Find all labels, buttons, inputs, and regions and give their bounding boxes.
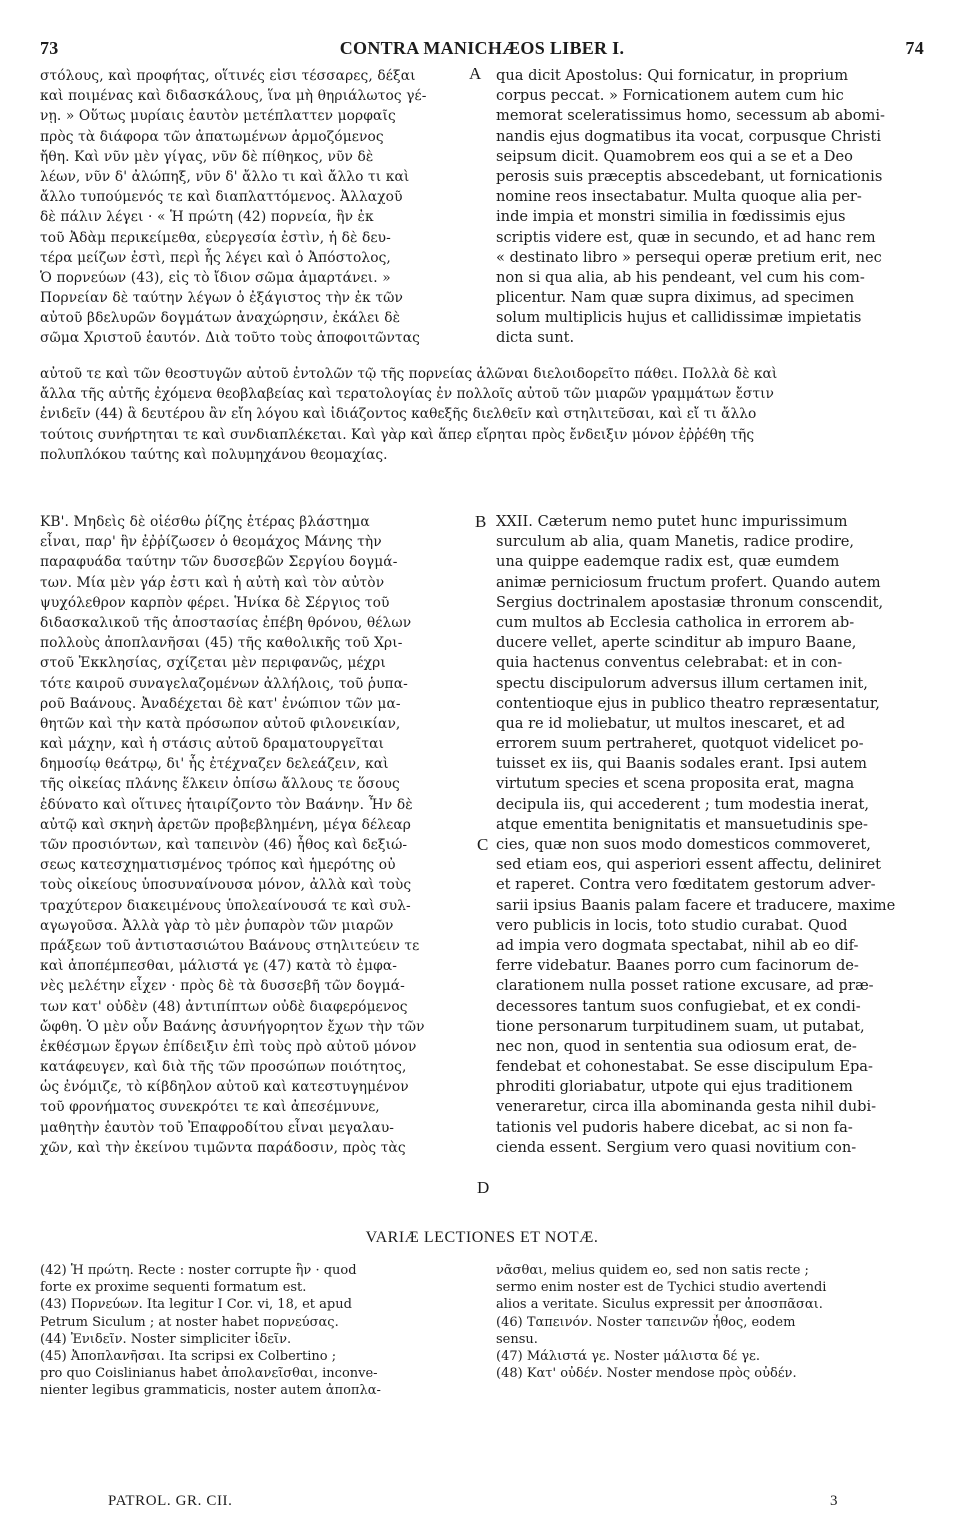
latin-line: clarationem nulla posset ratione excusare, ad præ- (496, 977, 874, 995)
note-line: pro quo Coislinianus habet ἀπολανεῖσθαι, inconve- (40, 1366, 378, 1382)
latin-line: nomine reos insectabatur. Multa quoque alia per- (496, 188, 862, 206)
latin-line: perosis suis præceptis abscedebant, ut fornicationis (496, 167, 883, 185)
latin-line: « destinato libro » persequi operæ pretium erit, nec (496, 248, 882, 266)
greek-line: διδασκαλικοῦ τῆς ἀποστασίας ἐπέβη θρόνου, θέλων (40, 614, 412, 631)
greek-line: λέων, νῦν δ' ἀλώπηξ, νῦν δ' ἄλλο τι καὶ ἄλλο τι καὶ (40, 168, 410, 185)
latin-line: animæ perniciosum fructum profert. Quando autem (496, 573, 881, 591)
latin-line: XXII. Cæterum nemo putet hunc impurissimum (496, 513, 848, 530)
latin-line: atque ementita benignitatis et mansuetudinis spe- (496, 815, 868, 833)
greek-line: Πορνείαν δὲ ταύτην λέγων ὁ ἐξάγιστος τὴν ἐκ τῶν (40, 290, 403, 307)
greek-line: τῶν προσιόντων, καὶ ταπεινὸν (46) ἦθος καὶ δεξιώ- (40, 837, 408, 853)
latin-line: seipsum dicit. Quamobrem eos qui a se et a Deo (496, 147, 853, 165)
latin-line: scriptis videre est, quæ in secundo, et ad hanc rem (496, 228, 876, 246)
note-line: (46) Ταπεινόν. Noster ταπεινῶν ἦθος, eodem (496, 1314, 796, 1330)
greek-line: ἐνιδεῖν (44) ἃ δευτέρου ἂν εἴη λόγου καὶ ἰδιάζοντος καθεξῆς διελθεῖν καὶ στηλιτεῦσαι, καὶ εἴ τι ἄλλο (40, 406, 757, 423)
greek-line: των. Μία μὲν γάρ ἐστι καὶ ἡ αὐτὴ καὶ τὸν αὐτὸν (40, 574, 385, 591)
greek-line: ψυχόλεθρον καρπὸν φέρει. Ἡνίκα δὲ Σέργιος τοῦ (40, 594, 390, 611)
greek-line: αγωγοῦσα. Ἀλλὰ γὰρ τὸ μὲν ῥυπαρὸν τῶν μιαρῶν (40, 917, 394, 934)
latin-line: sed etiam eos, qui asperiori essent affectu, deliniret (496, 856, 882, 874)
greek-line: εἶναι, παρ' ἣν ἐῤῥίζωσεν ὁ θεομάχος Μάνης τὴν (40, 534, 382, 551)
greek-line: δὲ πάλιν λέγει · « Ἡ πρώτη (42) πορνεία, ἣν ἐκ (40, 209, 374, 226)
latin-line: sarii ipsius Baanis palam facere et traducere, maxime (496, 896, 896, 914)
latin-line: spectu discipulorum adversus illum certamen init, (496, 674, 868, 692)
latin-line: et raperet. Contra vero fœditatem gestorum adver- (496, 876, 876, 894)
greek-line: στοῦ Ἐκκλησίας, σχίζεται μὲν περιφανῶς, μέχρι (40, 655, 386, 672)
footer-source: PATROL. GR. CII. (108, 1493, 233, 1509)
latin-line: inde impia et monstri similia in fœdissimis ejus (496, 208, 846, 226)
latin-line: ferre videbatur. Baanes porro cum facinorum de- (496, 957, 859, 975)
margin-marker-a: A (469, 64, 482, 83)
greek-line: κατάφευγεν, καὶ διὰ τῆς τῶν προσώπων ποιότητος, (40, 1059, 407, 1076)
greek-line: πράξεων τοῦ ἀντιστασιώτου Βαάνους στηλιτεύειν τε (40, 937, 420, 954)
greek-line: Ὁ πορνεύων (43), εἰς τὸ ἴδιον σῶμα ἁμαρτάνει. » (40, 269, 391, 286)
latin-line: tuisset ex iis, qui Baanis sodales erant. Ipsi autem (496, 755, 867, 773)
latin-line: memorat sceleratissimus homo, secessum ab abomi- (496, 107, 885, 125)
note-line: nienter legibus grammaticis, noster autem ἀποπλα- (40, 1383, 381, 1399)
greek-line: τέρα μείζων ἐστὶ, περὶ ἧς λέγει καὶ ὁ Ἀπόστολος, (40, 249, 391, 266)
latin-line: tationis vel pudoris habere dicebat, ac si non fa- (496, 1118, 853, 1136)
greek-line: τραχύτερον διακειμένους ὑπολεαίνουσά τε καὶ συλ- (40, 897, 411, 914)
latin-column-top (496, 66, 926, 349)
greek-line: ἐδύνατο καὶ οἵτινες ἡταιρίζοντο τὸν Βαάνην. Ἦν δὲ (40, 796, 413, 813)
page-number-right: 74 (905, 38, 924, 58)
latin-line: vero publicis in locis, toto studio curabat. Quod (496, 916, 848, 934)
note-line: sensu. (496, 1331, 538, 1347)
footer-signature: 3 (830, 1493, 839, 1509)
greek-line: τῆς οἰκείας πλάνης ἕλκειν ὀπίσω ἄλλους τε ὅσους (40, 776, 400, 793)
latin-line: qua re id moliebatur, ut multos inescaret, et ad (496, 714, 846, 732)
latin-line: contentioque ejus in publico theatro repræsentatur, (496, 694, 880, 712)
notes-left-column (40, 1262, 472, 1400)
greek-line: χῶν, καὶ τὴν ἐκείνου τιμῶντα παράδοσιν, πρὸς τὰς (40, 1139, 406, 1156)
margin-marker-c: C (477, 835, 489, 854)
note-line: sermo enim noster est de Tychici studio avertendi (496, 1280, 827, 1296)
latin-line: corpus peccat. » Fornicationem autem cum hic (496, 87, 844, 105)
note-line: (44) Ἐνιδεῖν. Noster simpliciter ἰδεῖν. (40, 1331, 292, 1347)
note-line: forte ex proxime sequenti formatum est. (40, 1280, 307, 1296)
latin-line: tione personarum turpitudinem suam, ut putabat, (496, 1017, 865, 1035)
greek-line: σεως κατεσχηματισμένος τρόπος καὶ ἡμερότης οὐ (40, 857, 396, 874)
greek-full-width-passage (40, 364, 928, 465)
greek-line: τότε καιροῦ συναγελαζομένων ἀλλήλοις, τοῦ ῥυπα- (40, 675, 408, 692)
page-number-left: 73 (40, 38, 59, 58)
note-line: νᾶσθαι, melius quidem eo, sed non satis recte ; (496, 1263, 809, 1278)
note-line: (48) Κατ' οὐδέν. Noster mendose πρὸς οὐδέν. (496, 1366, 797, 1382)
latin-line: una quippe eademque radix est, quæ eumdem (496, 553, 840, 571)
greek-line: καὶ μάχην, καὶ ἡ στάσις αὐτοῦ δραματουργεῖται (40, 736, 385, 753)
greek-line: σῶμα Χριστοῦ ἑαυτόν. Διὰ τοῦτο τοὺς ἀποφοιτῶντας (40, 330, 420, 347)
latin-line: plicentur. Nam quæ supra diximus, ad specimen (496, 289, 855, 307)
greek-line: αὐτοῦ τε καὶ τῶν θεοστυγῶν αὐτοῦ ἐντολῶν τῷ τῆς πορνείας ἁλῶναι διελοιδορεῖτο πάθει. Πολλὰ δὲ καὶ (40, 366, 778, 382)
greek-line: δημοσίῳ θεάτρῳ, δι' ἧς ἐτέχναζεν δελεάζειν, καὶ (40, 756, 389, 773)
latin-line: quia hactenus conventus celebrabat: et in con- (496, 654, 843, 672)
latin-line: nec non, quod in sententia sua odiosum erat, de- (496, 1037, 857, 1055)
greek-line: τούτοις συνήρτηται τε καὶ συνδιαπλέκεται. Καὶ γὰρ καὶ ἅπερ εἴρηται πρὸς ἔνδειξιν μόνον ἐῤῥέθη τῆς (40, 426, 755, 443)
greek-line: καὶ ἀποπέμπεσθαι, μάλιστά γε (47) κατὰ τὸ ἐμφα- (40, 958, 398, 975)
latin-line: Sergius doctrinalem apostasiæ thronum conscendit, (496, 593, 884, 611)
latin-line: cum multos ab Ecclesia catholica in errorem ab- (496, 613, 855, 631)
greek-line: ὡς ἐνόμιζε, τὸ κίβδηλον αὐτοῦ καὶ κατεστυγημένον (40, 1079, 409, 1096)
running-title: CONTRA MANICHÆOS LIBER I. (339, 38, 625, 58)
notes-right-column (496, 1262, 926, 1382)
latin-line: ducere vellet, aperte scinditur ab impuro Baane, (496, 634, 857, 652)
greek-line: ἐκθέσμων ἔργων ἐπίδειξιν ἐπὶ τοὺς πρὸ αὐτοῦ μόνον (40, 1038, 417, 1055)
greek-column-top (40, 66, 468, 349)
greek-line: πολυπλόκου ταύτης καὶ πολυμηχάνου θεομαχίας. (40, 446, 388, 463)
latin-line: surculum ab alia, quam Manetis, radice prodire, (496, 533, 855, 551)
latin-column-main (496, 512, 926, 1158)
greek-line: αὐτῷ καὶ σκηνὴ ἀρετῶν προβεβλημένη, μέγα δέλεαρ (40, 816, 411, 833)
notes-title: VARIÆ LECTIONES ET NOTÆ. (365, 1229, 599, 1246)
greek-line: ἤθη. Καὶ νῦν μὲν γίγας, νῦν δὲ πίθηκος, νῦν δὲ (40, 148, 374, 165)
greek-line: ἄλλο τυπούμενός τε καὶ διαπλαττόμενος. Ἀλλαχοῦ (40, 189, 403, 206)
latin-line: dicta sunt. (496, 329, 575, 347)
greek-line: θητῶν καὶ τὴν κατὰ πρόσωπον αὐτοῦ φιλονεικίαν, (40, 715, 401, 732)
latin-line: nandis ejus dogmatibus ita vocat, corpusque Christi (496, 127, 882, 145)
greek-line: νὲς μελέτην εἶχεν · πρὸς δὲ τὰ δυσσεβῆ τῶν δογμά- (40, 978, 405, 995)
latin-line: solum multiplicis hujus et callidissimæ impietatis (496, 309, 862, 327)
note-line: (43) Πορνεύων. Ita legitur I Cor. vi, 18, et apud (40, 1297, 352, 1313)
greek-line: μαθητὴν ἑαυτὸν τοῦ Ἐπαφροδίτου εἶναι μεγαλαυ- (40, 1119, 395, 1136)
latin-line: decessores tantum suos confugiebat, et ex condi- (496, 997, 861, 1015)
note-line: Petrum Siculum ; at noster habet πορνεύσας. (40, 1314, 339, 1330)
greek-line: στόλους, καὶ προφήτας, οἵτινές εἰσι τέσσαρες, δέξαι (40, 68, 416, 84)
greek-line: νῃ. » Οὕτως μυρίαις ἑαυτὸν μετέπλαττεν μορφαῖς (40, 108, 396, 125)
greek-line: αὐτοῦ βδελυρῶν δογμάτων ἀναχώρησιν, ἐκάλει δὲ (40, 310, 401, 327)
latin-line: errorem suum pertraheret, quotquot videlicet po- (496, 735, 864, 753)
latin-line: phroditi gloriabatur, utpote qui ejus traditionem (496, 1078, 853, 1096)
latin-line: decipula iis, qui accederent ; tum modestia inerat, (496, 795, 870, 813)
greek-line: πρὸς τὰ διάφορα τῶν ἀπατωμένων ἁρμοζόμενος (40, 128, 384, 145)
greek-line: καὶ ποιμένας καὶ διδασκάλους, ἵνα μὴ θηριάλωτος γέ- (40, 88, 427, 105)
margin-marker-d: D (477, 1178, 490, 1197)
latin-line: virtutum species et scena proposita erat, magna (496, 775, 855, 793)
margin-marker-b: B (475, 512, 487, 531)
greek-line: τοὺς οἰκείους ὑποσυναίνουσα μόνον, ἀλλὰ καὶ τοὺς (40, 877, 412, 894)
greek-line: πολλοὺς ἀποπλανῆσαι (45) τῆς καθολικῆς τοῦ Χρι- (40, 635, 403, 652)
latin-line: cies, quæ non suos modo domesticos commoveret, (496, 836, 871, 853)
greek-line: ὤφθη. Ὁ μὲν οὖν Βαάνης ἀσυνήγορητον ἔχων τὴν τῶν (40, 1018, 425, 1035)
latin-line: qua dicit Apostolus: Qui fornicatur, in proprium (496, 67, 849, 84)
latin-line: ad impia vero dogmata spectabat, nihil ab eo dif- (496, 936, 859, 954)
greek-line: τοῦ Ἀδὰμ περικείμεθα, εὐεργεσία ἐστὶν, ἡ δὲ δευ- (40, 229, 391, 246)
note-line: (45) Ἀποπλανῆσαι. Ita scripsi ex Colbertino ; (40, 1348, 337, 1364)
latin-line: veneraretur, circa illa abominanda gesta nihil dubi- (496, 1098, 877, 1116)
latin-line: fendebat et cohonestabat. Se esse discipulum Epa- (496, 1058, 873, 1076)
greek-line: ἄλλα τῆς αὐτῆς ἐχόμενα θεοβλαβείας καὶ τερατολογίας ἐν πολλοῖς αὐτοῦ τῶν μιαρῶν γραμμάτων ἔστιν (40, 386, 774, 403)
greek-line: τοῦ φρονήματος συνεκρότει τε καὶ ἀπεσέμνυνε, (40, 1099, 380, 1116)
note-line: (47) Μάλιστά γε. Noster μάλιστα δέ γε. (496, 1348, 760, 1364)
latin-line: cienda essent. Sergium vero quasi novitium con- (496, 1138, 857, 1156)
greek-line: ΚΒ'. Μηδεὶς δὲ οἰέσθω ῥίζης ἑτέρας βλάστημα (40, 514, 370, 530)
greek-line: ροῦ Βαάνους. Ἀναδέχεται δὲ κατ' ἐνώπιον τῶν μα- (40, 695, 401, 712)
note-line: (42) Ἡ πρώτη. Recte : noster corrupte ἣν · quod (40, 1263, 357, 1278)
greek-column-main (40, 512, 468, 1158)
note-line: alios a veritate. Siculus expressit per ἀποσπᾶσαι. (496, 1297, 823, 1313)
greek-line: παραφυάδα ταύτην τῶν δυσσεβῶν Σεργίου δογμά- (40, 554, 398, 571)
latin-line: non si qua alia, ab his pendeant, vel cum his com- (496, 268, 865, 286)
greek-line: των κατ' οὐδὲν (48) ἀντιπίπτων οὐδὲ διαφερόμενος (40, 998, 408, 1015)
